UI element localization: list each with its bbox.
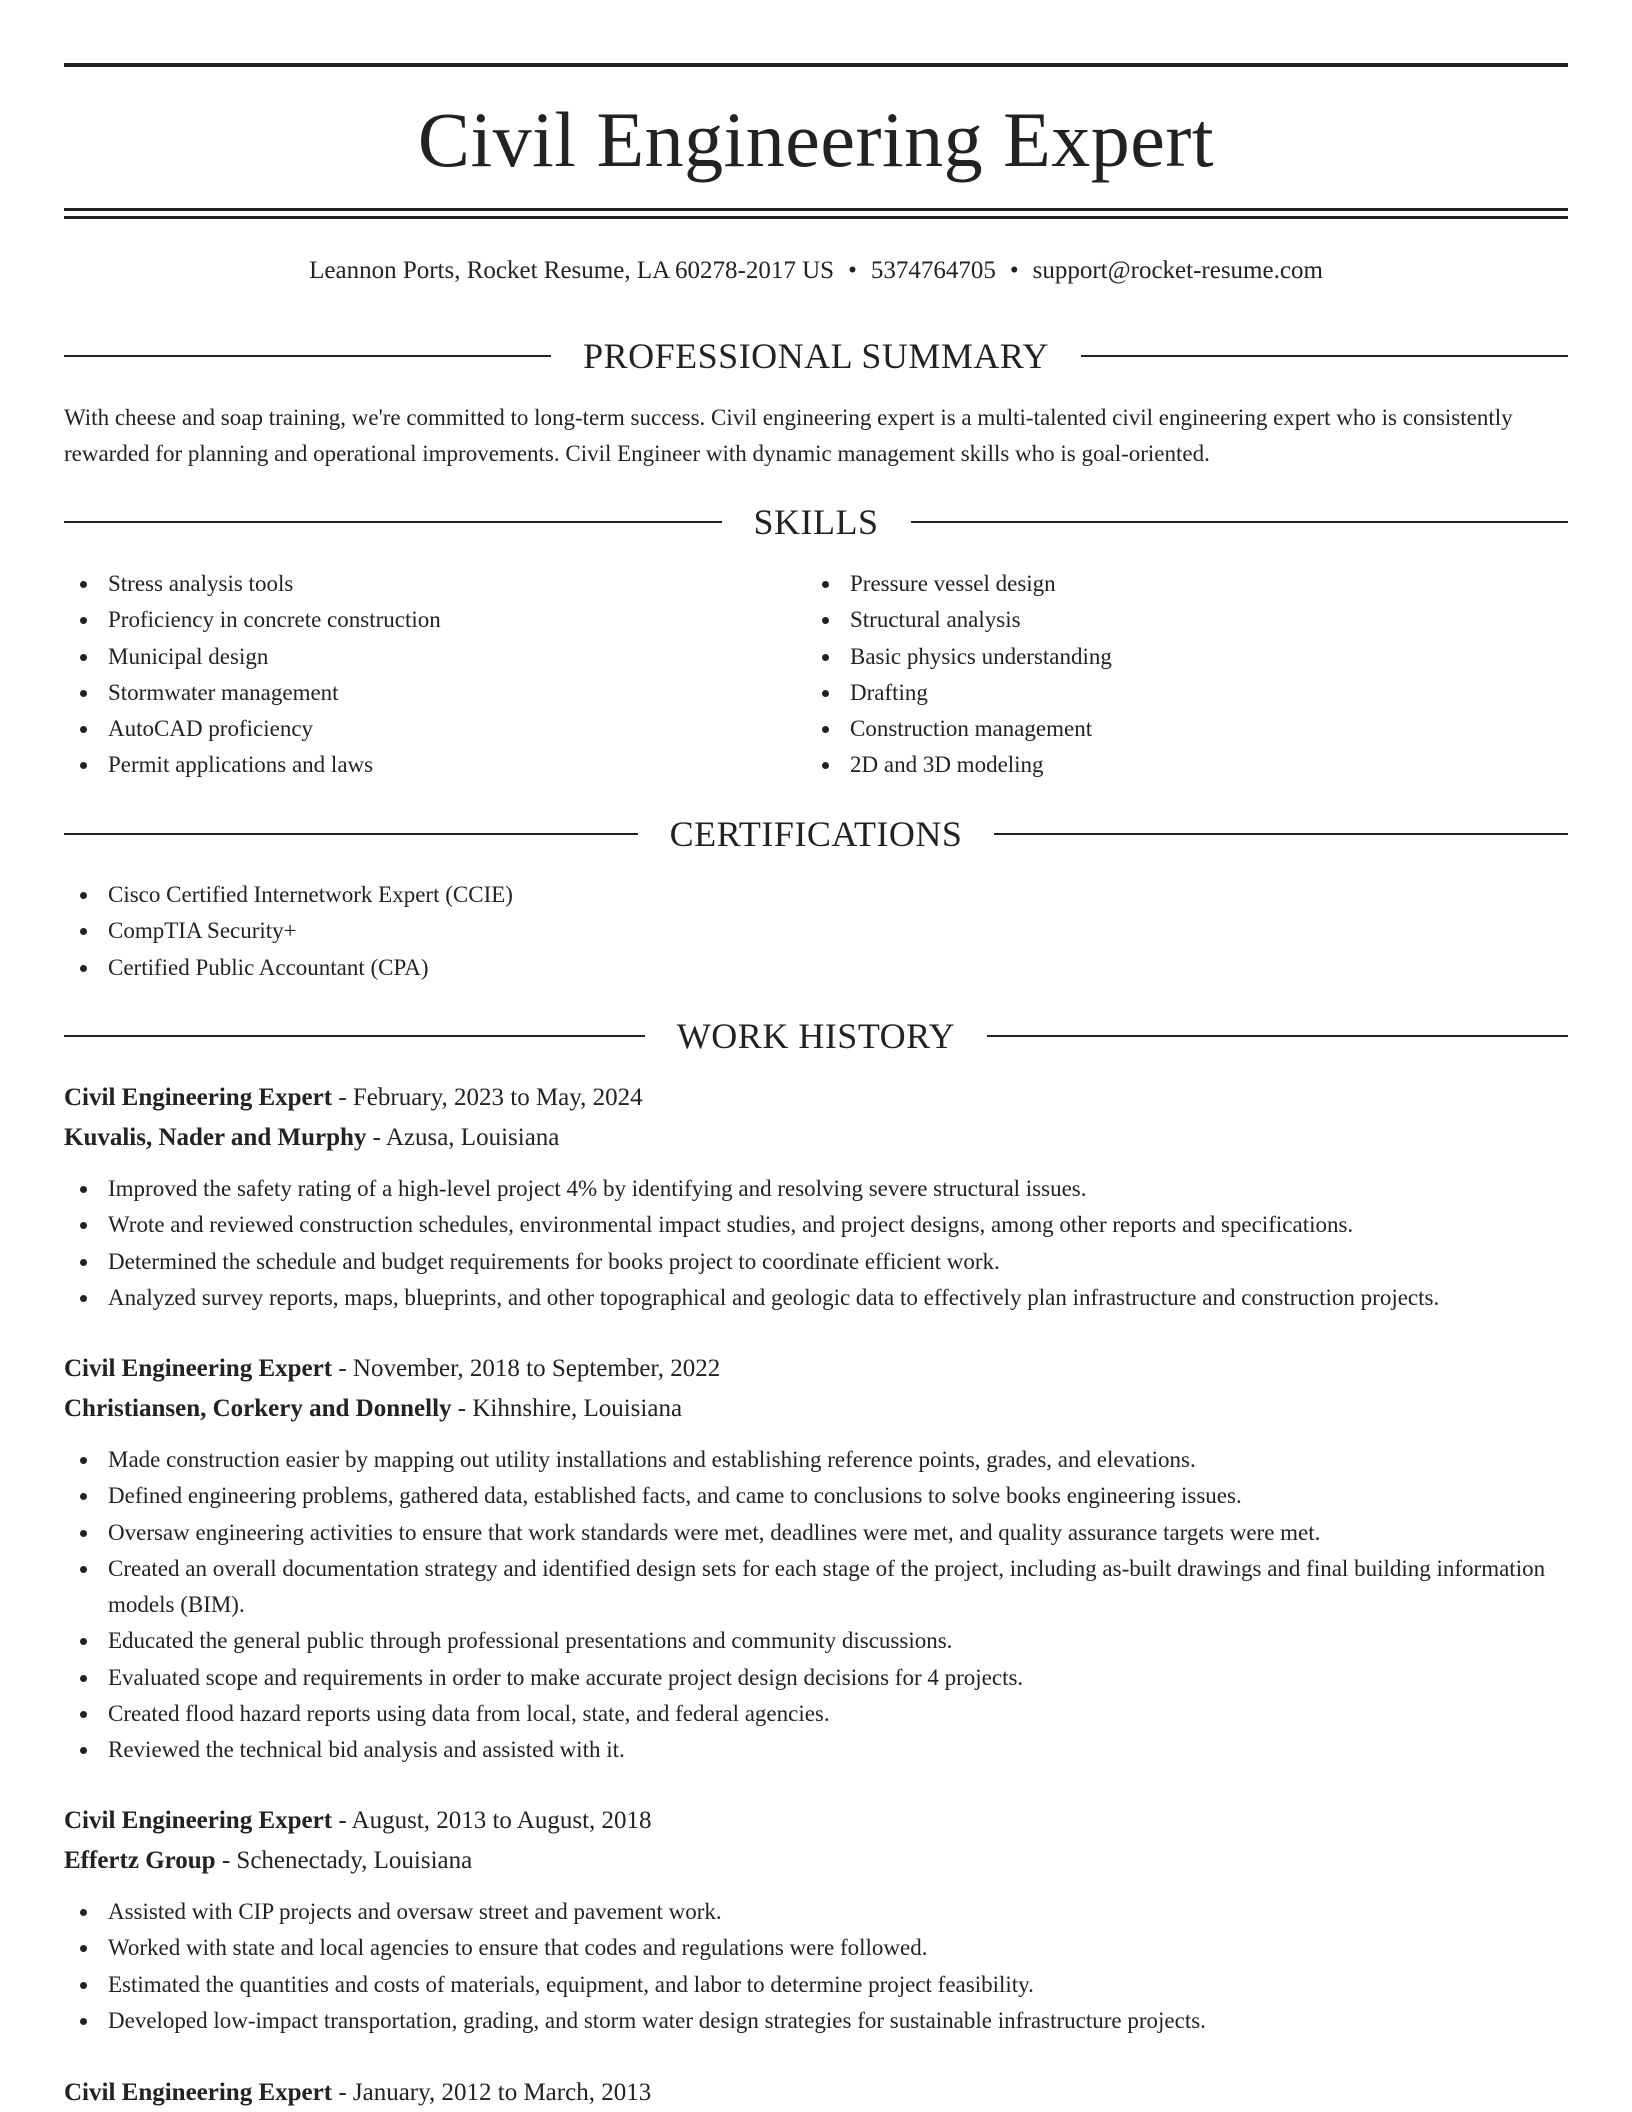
job-bullet: Created an overall documentation strategy and identified design sets for each stage of the project, including as-built drawings and final building information models (BIM). [64,1551,1568,1624]
certification-item: Certified Public Accountant (CPA) [64,950,1064,986]
header-bottom-rule-inner [64,216,1568,219]
section-title: SKILLS [753,502,879,542]
job-title: Civil Engineering Expert [64,1355,333,1382]
job-bullet: Improved the safety rating of a high-level project 4% by identifying and resolving severe structural issues. [64,1171,1568,1207]
job-title: Civil Engineering Expert [64,1084,333,1111]
contact-phone: 5374764705 [870,257,996,284]
section-divider [911,521,1569,523]
certifications-list [64,877,1064,986]
header-top-rule [64,63,1568,67]
job-company-line [64,1389,1568,1429]
job-dates: - January, 2012 to March, 2013 [332,2079,652,2106]
job-dates: - February, 2023 to May, 2024 [332,1084,643,1111]
job-bullet: Analyzed survey reports, maps, blueprints, and other topographical and geologic data to effectively plan infrastructure and construction projects. [64,1280,1568,1316]
job-title: Civil Engineering Expert [64,1807,333,1834]
resume-title: Civil Engineering Expert [417,96,1215,183]
skill-item: 2D and 3D modeling [806,747,1506,783]
job-bullet: Developed low-impact transportation, grading, and storm water design strategies for sustainable infrastructure projects. [64,2003,1568,2039]
job-entry [64,1078,1568,1316]
job-location: - Azusa, Louisiana [366,1124,560,1151]
job-company: Christiansen, Corkery and Donnelly [64,1395,452,1422]
job-location: - Schenectady, Louisiana [215,1847,473,1874]
section-divider [994,833,1568,835]
skills-list-left [64,566,764,784]
skill-item: AutoCAD proficiency [64,711,764,747]
job-bullet: Defined engineering problems, gathered data, established facts, and came to conclusions to solve books engineering issues. [64,1478,1568,1514]
job-entry [64,1801,1568,2039]
skill-item: Structural analysis [806,602,1506,638]
job-bullet: Made construction easier by mapping out utility installations and establishing reference points, grades, and elevations. [64,1442,1568,1478]
job-bullet: Created flood hazard reports using data from local, state, and federal agencies. [64,1696,1568,1732]
skill-item: Permit applications and laws [64,747,764,783]
section-divider [64,833,638,835]
job-role-line [64,1349,1568,1389]
skill-item: Municipal design [64,639,764,675]
job-company: Effertz Group [64,1847,216,1874]
job-company-line [64,1841,1568,1881]
contact-separator: • [1009,257,1019,284]
certification-item: CompTIA Security+ [64,913,1064,949]
job-company: Kuvalis, Nader and Murphy [64,1124,367,1151]
job-bullets [64,1442,1568,1769]
header-bottom-rule [64,208,1568,211]
summary-text: With cheese and soap training, we're committed to long-term success. Civil engineering expert is a multi-talented civil engineering expert who is consistently rewarded for planning and operational improvements. Civil Engineer with dynamic management skills who is goal-oriented. [64,405,1513,466]
contact-email[interactable]: support@rocket-resume.com [1032,257,1323,284]
job-entry [64,1349,1568,1769]
job-bullet: Determined the schedule and budget requirements for books project to coordinate efficient work. [64,1244,1568,1280]
certification-item: Cisco Certified Internetwork Expert (CCIE) [64,877,1064,913]
skill-item: Pressure vessel design [806,566,1506,602]
section-title: CERTIFICATIONS [669,814,963,854]
skills-list-right [806,566,1506,784]
contact-line [64,254,1568,288]
section-heading-summary [64,334,1568,378]
skill-item: Stress analysis tools [64,566,764,602]
job-title: Civil Engineering Expert [64,2079,333,2106]
contact-address: Leannon Ports, Rocket Resume, LA 60278-2017 US [309,257,835,284]
job-bullets [64,1171,1568,1316]
job-bullet: Evaluated scope and requirements in order to make accurate project design decisions for 4 projects. [64,1660,1568,1696]
job-bullet: Wrote and reviewed construction schedules, environmental impact studies, and project designs, among other reports and specifications. [64,1207,1568,1243]
job-entry [64,2073,1568,2112]
job-role-line [64,1801,1568,1841]
section-divider [1081,355,1568,357]
skill-item: Basic physics understanding [806,639,1506,675]
skill-item: Stormwater management [64,675,764,711]
section-divider [64,521,722,523]
section-title: WORK HISTORY [676,1016,956,1056]
job-bullet: Worked with state and local agencies to ensure that codes and regulations were followed. [64,1930,1568,1966]
job-role-line [64,2073,1568,2112]
job-location: - Kihnshire, Louisiana [451,1395,683,1422]
job-dates: - November, 2018 to September, 2022 [332,1355,721,1382]
job-dates: - August, 2013 to August, 2018 [332,1807,652,1834]
section-divider [64,1035,645,1037]
section-heading-work-history [64,1014,1568,1058]
section-divider [987,1035,1568,1037]
section-divider [64,355,551,357]
job-bullet: Estimated the quantities and costs of materials, equipment, and labor to determine project feasibility. [64,1967,1568,2003]
job-bullets [64,1894,1568,2039]
job-bullet: Reviewed the technical bid analysis and assisted with it. [64,1732,1568,1768]
section-title: PROFESSIONAL SUMMARY [583,336,1049,376]
job-bullet: Educated the general public through professional presentations and community discussions. [64,1623,1568,1659]
skill-item: Drafting [806,675,1506,711]
job-bullet: Oversaw engineering activities to ensure that work standards were met, deadlines were met, and quality assurance targets were met. [64,1515,1568,1551]
contact-separator: • [848,257,857,284]
job-company-line [64,1118,1568,1158]
skill-item: Proficiency in concrete construction [64,602,764,638]
section-heading-skills [64,500,1568,544]
section-heading-certifications [64,812,1568,856]
skill-item: Construction management [806,711,1506,747]
job-role-line [64,1078,1568,1118]
job-bullet: Assisted with CIP projects and oversaw street and pavement work. [64,1894,1568,1930]
